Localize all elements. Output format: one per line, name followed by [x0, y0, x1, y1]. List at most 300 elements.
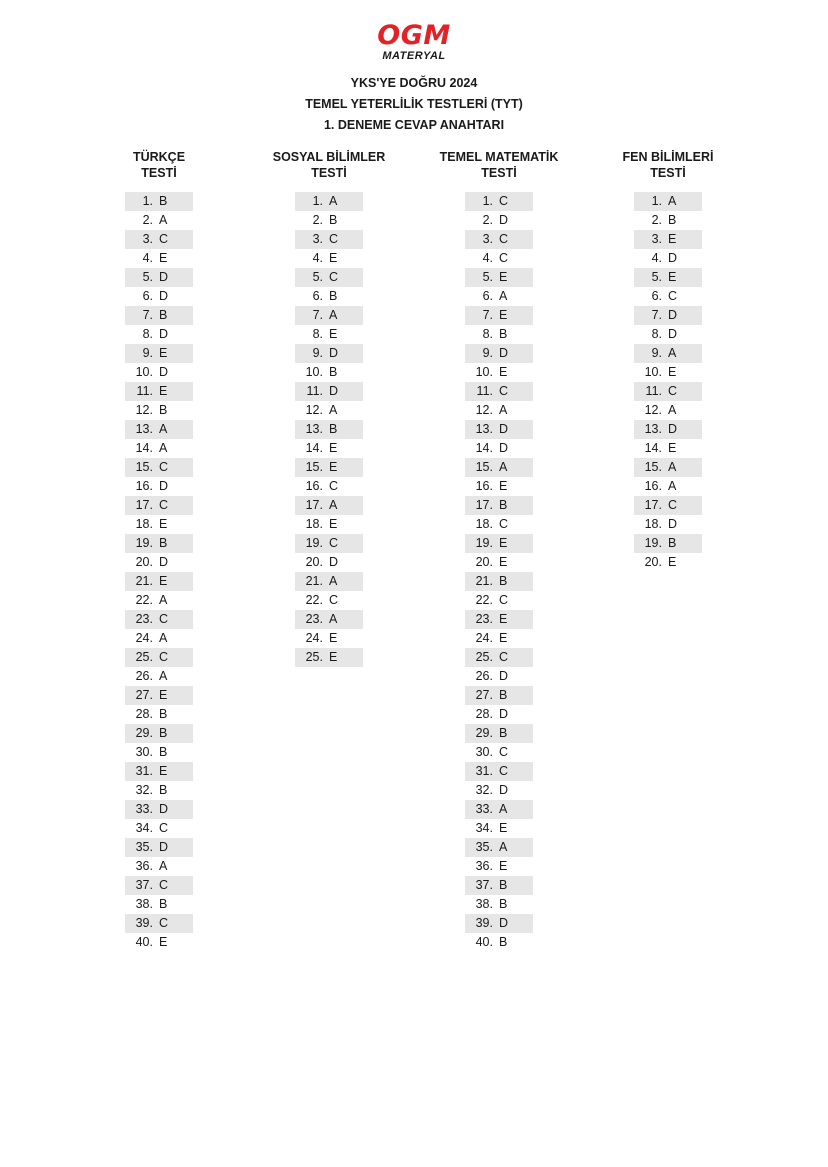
answer-letter: E [668, 270, 677, 284]
question-number: 4. [482, 251, 493, 265]
answer-letter: C [159, 878, 169, 892]
question-number: 33. [475, 802, 493, 816]
question-number: 28. [135, 707, 153, 721]
question-number: 8. [482, 327, 493, 341]
answer-row [125, 933, 193, 952]
answer-row [125, 895, 193, 914]
answer-row [295, 648, 363, 667]
answer-letter: C [159, 498, 169, 512]
question-number: 39. [475, 916, 493, 930]
answer-row [465, 496, 533, 515]
question-number: 22. [135, 593, 153, 607]
answer-letter: D [159, 479, 169, 493]
answer-letter: A [668, 460, 677, 474]
question-number: 5. [312, 270, 323, 284]
question-number: 21. [135, 574, 153, 588]
answer-letter: C [159, 612, 169, 626]
question-number: 14. [475, 441, 493, 455]
answer-letter: A [329, 612, 338, 626]
question-number: 36. [475, 859, 493, 873]
question-number: 17. [135, 498, 153, 512]
answer-letter: A [159, 441, 168, 455]
answer-letter: D [329, 384, 339, 398]
question-number: 11. [476, 384, 493, 398]
question-number: 19. [135, 536, 153, 550]
question-number: 7. [312, 308, 323, 322]
answer-row [634, 553, 702, 572]
answer-row [634, 249, 702, 268]
answer-row [295, 249, 363, 268]
answer-row [465, 895, 533, 914]
question-number: 4. [142, 251, 153, 265]
answer-row [465, 743, 533, 762]
answer-letter: C [329, 593, 339, 607]
logo [0, 22, 828, 62]
answer-letter: E [499, 536, 508, 550]
answer-letter: D [499, 441, 509, 455]
section-title-line: TESTİ [141, 166, 177, 180]
answer-row [125, 743, 193, 762]
question-number: 39. [135, 916, 153, 930]
answer-letter: E [329, 631, 338, 645]
answer-row [125, 458, 193, 477]
question-number: 16. [135, 479, 153, 493]
answer-row [465, 420, 533, 439]
question-number: 17. [305, 498, 323, 512]
question-number: 13. [305, 422, 323, 436]
question-number: 5. [651, 270, 662, 284]
question-number: 19. [305, 536, 323, 550]
answer-letter: C [499, 194, 509, 208]
answer-row [295, 211, 363, 230]
answer-row [465, 933, 533, 952]
answer-row [634, 306, 702, 325]
answer-letter: A [159, 213, 168, 227]
question-number: 10. [475, 365, 493, 379]
answer-row [295, 572, 363, 591]
answer-letter: D [668, 308, 678, 322]
answer-letter: C [668, 498, 678, 512]
answer-letter: C [329, 270, 339, 284]
question-number: 9. [482, 346, 493, 360]
question-number: 12. [135, 403, 153, 417]
answer-letter: B [159, 536, 168, 550]
answer-row [465, 401, 533, 420]
answer-row [295, 344, 363, 363]
answer-letter: D [499, 422, 509, 436]
question-number: 1. [312, 194, 323, 208]
answer-row [634, 363, 702, 382]
question-number: 16. [644, 479, 662, 493]
answer-letter: E [499, 308, 508, 322]
question-number: 3. [312, 232, 323, 246]
answer-letter: B [159, 726, 168, 740]
question-number: 26. [475, 669, 493, 683]
answer-row [295, 553, 363, 572]
answer-letter: A [668, 403, 677, 417]
question-number: 4. [312, 251, 323, 265]
answer-letter: D [329, 346, 339, 360]
answer-letter: E [668, 555, 677, 569]
question-number: 8. [312, 327, 323, 341]
answer-row [125, 591, 193, 610]
answer-row [295, 192, 363, 211]
answer-letter: E [499, 555, 508, 569]
section-title-line: TESTİ [311, 166, 347, 180]
title-answer-key: 1. DENEME CEVAP ANAHTARI [323, 118, 505, 132]
question-number: 30. [475, 745, 493, 759]
answer-letter: E [159, 935, 168, 949]
answer-letter: C [499, 650, 509, 664]
answer-row [465, 667, 533, 686]
answer-row [634, 211, 702, 230]
answer-letter: E [499, 479, 508, 493]
answer-letter: E [499, 270, 508, 284]
answer-row [125, 914, 193, 933]
answer-letter: D [668, 517, 678, 531]
question-number: 13. [135, 422, 153, 436]
question-number: 20. [135, 555, 153, 569]
answer-letter: E [329, 327, 338, 341]
answer-row [465, 287, 533, 306]
answer-letter: C [329, 536, 339, 550]
answer-row [125, 838, 193, 857]
question-number: 20. [475, 555, 493, 569]
question-number: 17. [475, 498, 493, 512]
question-number: 32. [135, 783, 153, 797]
question-number: 26. [135, 669, 153, 683]
question-number: 5. [142, 270, 153, 284]
answer-row [634, 268, 702, 287]
answer-letter: D [499, 783, 509, 797]
question-number: 27. [135, 688, 153, 702]
answer-row [125, 534, 193, 553]
answer-letter: C [159, 650, 169, 664]
question-number: 38. [475, 897, 493, 911]
answer-letter: B [499, 897, 508, 911]
answer-row [465, 838, 533, 857]
question-number: 21. [475, 574, 493, 588]
answer-letter: C [499, 251, 509, 265]
question-number: 17. [644, 498, 662, 512]
answer-letter: A [499, 840, 508, 854]
answer-row [125, 192, 193, 211]
answer-row [125, 686, 193, 705]
answer-letter: C [668, 289, 678, 303]
answer-letter: A [159, 422, 168, 436]
question-number: 16. [475, 479, 493, 493]
question-number: 40. [475, 935, 493, 949]
answer-row [634, 344, 702, 363]
question-number: 13. [644, 422, 662, 436]
answer-letter: E [329, 460, 338, 474]
answer-row [465, 325, 533, 344]
section-title-line: TESTİ [481, 166, 517, 180]
answer-row [125, 211, 193, 230]
answer-list [465, 192, 533, 952]
answer-letter: A [329, 403, 338, 417]
answer-row [465, 705, 533, 724]
answer-row [295, 401, 363, 420]
answer-row [465, 306, 533, 325]
question-number: 27. [475, 688, 493, 702]
answer-row [634, 325, 702, 344]
answer-letter: A [159, 859, 168, 873]
answer-row [125, 705, 193, 724]
answer-letter: B [329, 422, 338, 436]
question-number: 23. [305, 612, 323, 626]
question-number: 31. [135, 764, 153, 778]
answer-letter: D [668, 422, 678, 436]
answer-row [465, 914, 533, 933]
answer-letter: C [159, 821, 169, 835]
answer-letter: B [499, 574, 508, 588]
answer-list [634, 192, 702, 572]
answer-letter: E [499, 612, 508, 626]
answer-row [465, 344, 533, 363]
question-number: 2. [651, 213, 662, 227]
answer-letter: D [159, 270, 169, 284]
answer-row [125, 819, 193, 838]
answer-letter: B [159, 897, 168, 911]
answer-letter: C [329, 479, 339, 493]
answer-letter: E [159, 688, 168, 702]
answer-letter: B [329, 213, 338, 227]
answer-row [634, 230, 702, 249]
question-number: 1. [651, 194, 662, 208]
answer-row [295, 458, 363, 477]
question-number: 24. [475, 631, 493, 645]
answer-row [125, 610, 193, 629]
answer-row [465, 781, 533, 800]
question-number: 6. [482, 289, 493, 303]
answer-letter: E [329, 650, 338, 664]
answer-letter: C [499, 764, 509, 778]
answer-row [634, 515, 702, 534]
answer-letter: E [159, 764, 168, 778]
answer-letter: C [668, 384, 678, 398]
question-number: 1. [142, 194, 153, 208]
answer-row [125, 781, 193, 800]
answer-letter: A [329, 194, 338, 208]
answer-letter: A [668, 479, 677, 493]
answer-row [465, 439, 533, 458]
question-number: 11. [306, 384, 323, 398]
answer-row [465, 800, 533, 819]
answer-letter: D [159, 802, 169, 816]
answer-letter: C [499, 745, 509, 759]
question-number: 2. [142, 213, 153, 227]
question-number: 8. [651, 327, 662, 341]
answer-row [465, 268, 533, 287]
question-number: 15. [475, 460, 493, 474]
answer-row [465, 724, 533, 743]
question-number: 6. [312, 289, 323, 303]
title-exam: YKS'YE DOĞRU 2024 [350, 76, 478, 90]
answer-row [125, 762, 193, 781]
answer-row [295, 629, 363, 648]
answer-letter: E [499, 631, 508, 645]
answer-letter: E [499, 821, 508, 835]
answer-letter: B [499, 327, 508, 341]
answer-row [465, 192, 533, 211]
question-number: 18. [644, 517, 662, 531]
question-number: 34. [475, 821, 493, 835]
answer-row [125, 572, 193, 591]
answer-row [465, 477, 533, 496]
answer-letter: D [499, 707, 509, 721]
answer-row [465, 534, 533, 553]
question-number: 29. [475, 726, 493, 740]
answer-letter: E [329, 441, 338, 455]
question-number: 7. [651, 308, 662, 322]
answer-row [465, 553, 533, 572]
answer-letter: A [159, 669, 168, 683]
question-number: 31. [475, 764, 493, 778]
answer-row [634, 420, 702, 439]
logo-main-text: OGM [377, 20, 451, 51]
answer-letter: A [499, 289, 508, 303]
question-number: 12. [475, 403, 493, 417]
answer-row [465, 230, 533, 249]
section-title-line: TEMEL MATEMATİK [439, 150, 559, 164]
question-number: 14. [644, 441, 662, 455]
answer-row [125, 648, 193, 667]
answer-row [295, 268, 363, 287]
question-number: 24. [305, 631, 323, 645]
answer-row [125, 230, 193, 249]
section-title-line: SOSYAL BİLİMLER [272, 150, 386, 164]
question-number: 11. [136, 384, 153, 398]
answer-row [125, 857, 193, 876]
answer-row [125, 439, 193, 458]
answer-letter: E [329, 517, 338, 531]
answer-letter: A [499, 460, 508, 474]
answer-row [125, 287, 193, 306]
answer-letter: E [329, 251, 338, 265]
question-number: 14. [135, 441, 153, 455]
question-number: 22. [305, 593, 323, 607]
question-number: 4. [651, 251, 662, 265]
answer-row [295, 363, 363, 382]
answer-letter: A [159, 631, 168, 645]
answer-row [125, 268, 193, 287]
answer-row [465, 572, 533, 591]
answer-row [634, 439, 702, 458]
answer-row [125, 420, 193, 439]
answer-row [125, 553, 193, 572]
answer-letter: C [159, 916, 169, 930]
question-number: 16. [305, 479, 323, 493]
answer-letter: B [329, 289, 338, 303]
question-number: 3. [651, 232, 662, 246]
question-number: 38. [135, 897, 153, 911]
answer-letter: E [159, 346, 168, 360]
question-number: 36. [135, 859, 153, 873]
question-number: 30. [135, 745, 153, 759]
question-number: 18. [475, 517, 493, 531]
question-number: 34. [135, 821, 153, 835]
question-number: 23. [475, 612, 493, 626]
question-number: 6. [142, 289, 153, 303]
question-number: 37. [475, 878, 493, 892]
answer-letter: A [329, 308, 338, 322]
answer-letter: D [499, 213, 509, 227]
answer-row [125, 477, 193, 496]
answer-letter: B [499, 935, 508, 949]
answer-letter: C [159, 232, 169, 246]
answer-letter: B [159, 707, 168, 721]
answer-row [125, 800, 193, 819]
answer-letter: E [499, 859, 508, 873]
answer-row [465, 591, 533, 610]
question-number: 24. [135, 631, 153, 645]
question-number: 6. [651, 289, 662, 303]
answer-letter: B [668, 536, 677, 550]
question-number: 9. [142, 346, 153, 360]
answer-row [465, 629, 533, 648]
question-number: 40. [135, 935, 153, 949]
answer-row [125, 363, 193, 382]
question-number: 25. [135, 650, 153, 664]
answer-letter: B [499, 726, 508, 740]
answer-list [295, 192, 363, 667]
question-number: 35. [475, 840, 493, 854]
answer-row [465, 515, 533, 534]
answer-row [465, 686, 533, 705]
answer-row [295, 610, 363, 629]
answer-letter: B [159, 403, 168, 417]
answer-letter: B [159, 194, 168, 208]
answer-row [634, 534, 702, 553]
question-number: 20. [644, 555, 662, 569]
answer-row [465, 857, 533, 876]
question-number: 37. [135, 878, 153, 892]
question-number: 21. [305, 574, 323, 588]
answer-row [295, 496, 363, 515]
answer-row [295, 325, 363, 344]
answer-letter: B [159, 745, 168, 759]
answer-letter: D [159, 289, 169, 303]
answer-row [634, 382, 702, 401]
answer-letter: B [499, 878, 508, 892]
answer-row [125, 344, 193, 363]
question-number: 7. [482, 308, 493, 322]
question-number: 23. [135, 612, 153, 626]
answer-letter: D [159, 555, 169, 569]
question-number: 19. [475, 536, 493, 550]
question-number: 2. [312, 213, 323, 227]
answer-letter: C [329, 232, 339, 246]
answer-row [295, 420, 363, 439]
answer-letter: D [499, 916, 509, 930]
answer-letter: E [159, 384, 168, 398]
answer-letter: A [499, 403, 508, 417]
answer-row [465, 382, 533, 401]
question-number: 11. [645, 384, 662, 398]
answer-row [465, 819, 533, 838]
question-number: 5. [482, 270, 493, 284]
answer-row [295, 287, 363, 306]
question-number: 35. [135, 840, 153, 854]
question-number: 29. [135, 726, 153, 740]
answer-letter: A [329, 498, 338, 512]
answer-row [634, 192, 702, 211]
answer-row [465, 211, 533, 230]
answer-letter: D [329, 555, 339, 569]
question-number: 32. [475, 783, 493, 797]
answer-row [465, 458, 533, 477]
